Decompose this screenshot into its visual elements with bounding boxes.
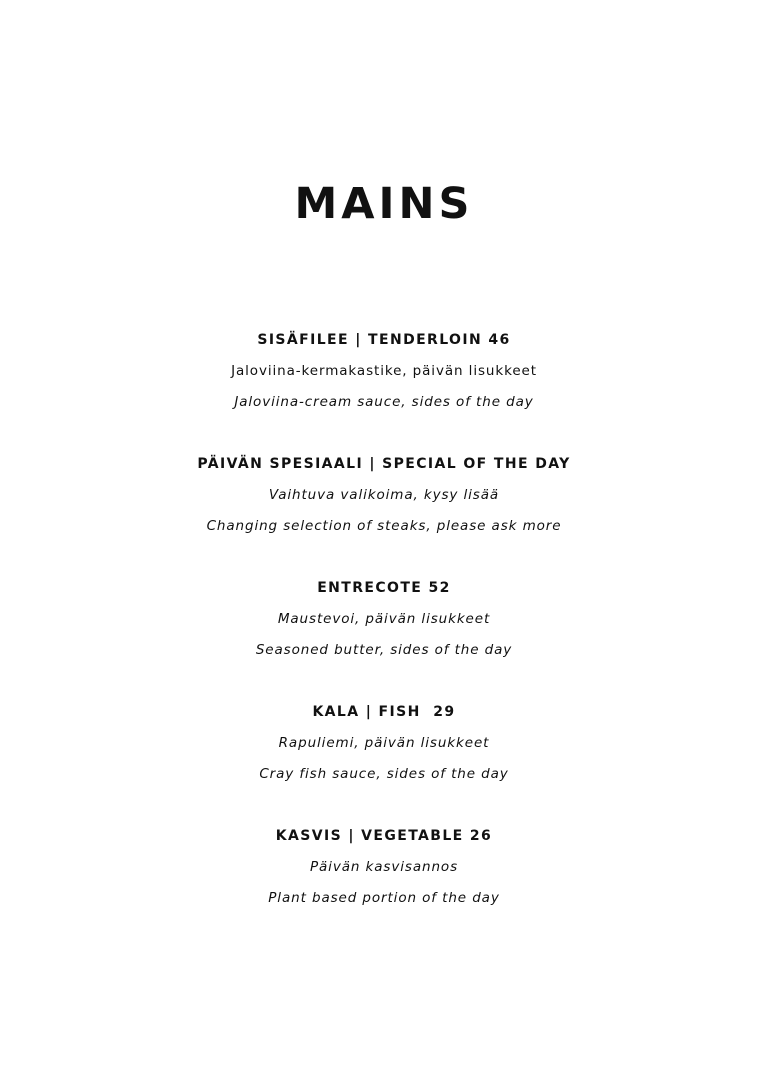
menu-item-description-en: Jaloviina-cream sauce, sides of the day	[234, 394, 534, 410]
menu-item-name: SISÄFILEE | TENDERLOIN 46	[257, 332, 511, 348]
menu-item-description-fi: Maustevoi, päivän lisukkeet	[277, 611, 491, 627]
menu-item-description-fi: Vaihtuva valikoima, kysy lisää	[268, 487, 500, 503]
menu-item-description-en: Seasoned butter, sides of the day	[255, 642, 513, 658]
menu-item-name: PÄIVÄN SPESIAALI | SPECIAL OF THE DAY	[197, 456, 571, 472]
menu-item-description-fi: Päivän kasvisannos	[309, 859, 459, 875]
menu-item-name: ENTRECOTE 52	[317, 580, 451, 596]
menu-item-vegetable	[0, 826, 768, 908]
menu-item-special	[0, 454, 768, 536]
menu-item-name: KALA | FISH 29	[312, 704, 456, 720]
menu-item-tenderloin	[0, 330, 768, 412]
menu-item-description-fi: Rapuliemi, päivän lisukkeet	[278, 735, 490, 751]
menu-item-entrecote	[0, 578, 768, 660]
menu-item-fish	[0, 702, 768, 784]
menu-item-description-en: Cray fish sauce, sides of the day	[259, 766, 509, 782]
page-title: MAINS	[294, 179, 474, 229]
menu-item-description-fi: Jaloviina-kermakastike, päivän lisukkeet	[231, 363, 537, 379]
menu-item-description-en: Changing selection of steaks, please ask more	[206, 518, 562, 534]
menu-item-name: KASVIS | VEGETABLE 26	[275, 828, 493, 844]
menu-item-description-en: Plant based portion of the day	[268, 890, 500, 906]
